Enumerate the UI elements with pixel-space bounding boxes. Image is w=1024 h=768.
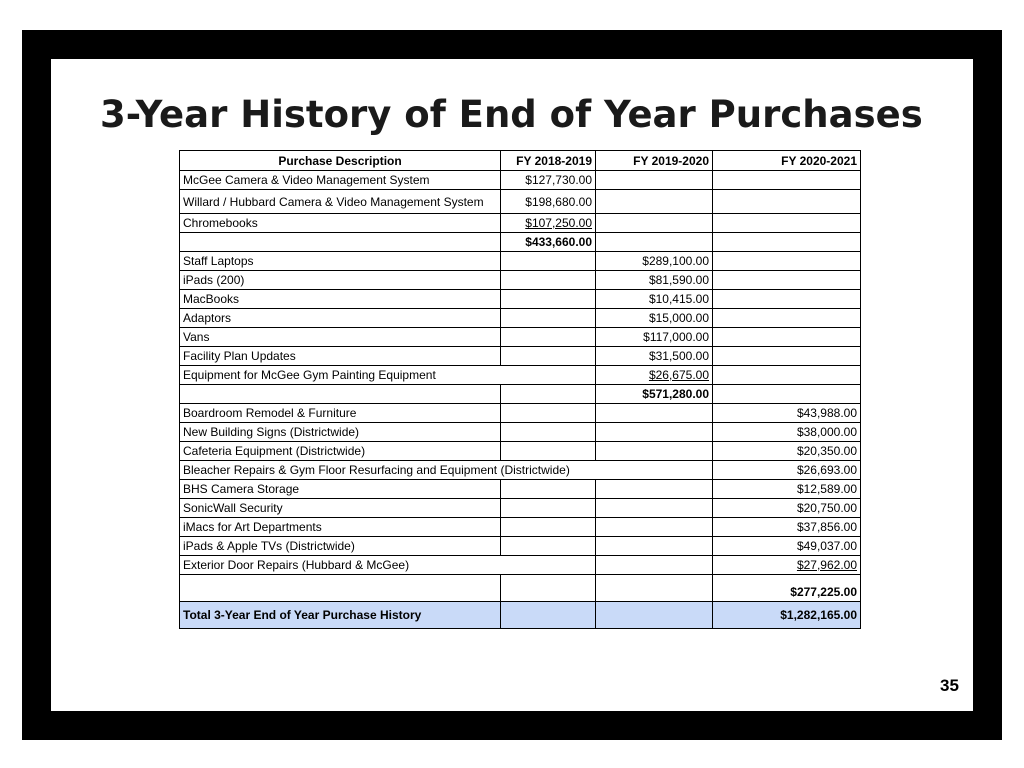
cell-description: SonicWall Security — [180, 499, 501, 518]
cell-description: BHS Camera Storage — [180, 480, 501, 499]
total-fy-2018-2019 — [501, 602, 596, 629]
table-row — [180, 347, 861, 366]
subtotal-fy-2018-2019: $433,660.00 — [501, 233, 596, 252]
cell-fy-2019-2020: $31,500.00 — [596, 347, 713, 366]
page-number: 35 — [940, 676, 959, 695]
cell-fy-2020-2021 — [713, 366, 861, 385]
cell-fy-2019-2020 — [596, 442, 713, 461]
table-row — [180, 171, 861, 190]
cell-description — [180, 233, 501, 252]
cell-fy-2018-2019: $198,680.00 — [501, 190, 596, 214]
cell-fy-2020-2021 — [713, 214, 861, 233]
subtotal-row-fy-2018-2019 — [180, 233, 861, 252]
cell-description: iPads & Apple TVs (Districtwide) — [180, 537, 501, 556]
header-description: Purchase Description — [180, 151, 501, 171]
cell-fy-2019-2020 — [596, 190, 713, 214]
table-row — [180, 190, 861, 214]
table-row — [180, 423, 861, 442]
cell-fy-2018-2019: $127,730.00 — [501, 171, 596, 190]
cell-fy-2020-2021 — [713, 347, 861, 366]
cell-description: Equipment for McGee Gym Painting Equipment — [180, 366, 596, 385]
table-row — [180, 290, 861, 309]
cell-description: iPads (200) — [180, 271, 501, 290]
cell-description: Chromebooks — [180, 214, 501, 233]
cell-fy-2020-2021 — [713, 171, 861, 190]
cell-fy-2020-2021 — [713, 233, 861, 252]
subtotal-row-fy-2019-2020 — [180, 385, 861, 404]
cell-description: Cafeteria Equipment (Districtwide) — [180, 442, 501, 461]
cell-fy-2020-2021: $38,000.00 — [713, 423, 861, 442]
total-row — [180, 602, 861, 629]
cell-fy-2019-2020: $15,000.00 — [596, 309, 713, 328]
purchase-history-table — [179, 150, 861, 629]
total-label: Total 3-Year End of Year Purchase History — [180, 602, 501, 629]
cell-fy-2019-2020: $26,675.00 — [596, 366, 713, 385]
cell-fy-2020-2021 — [713, 328, 861, 347]
table-row — [180, 480, 861, 499]
cell-fy-2019-2020 — [596, 556, 713, 575]
cell-fy-2019-2020 — [596, 214, 713, 233]
cell-fy-2018-2019 — [501, 575, 596, 602]
slide-title: 3-Year History of End of Year Purchases — [100, 93, 923, 136]
cell-fy-2018-2019 — [501, 347, 596, 366]
cell-fy-2020-2021: $49,037.00 — [713, 537, 861, 556]
cell-fy-2019-2020 — [596, 423, 713, 442]
cell-fy-2018-2019 — [501, 537, 596, 556]
cell-fy-2018-2019 — [501, 442, 596, 461]
cell-fy-2020-2021 — [713, 271, 861, 290]
cell-fy-2018-2019 — [501, 309, 596, 328]
cell-fy-2019-2020: $10,415.00 — [596, 290, 713, 309]
subtotal-fy-2020-2021: $277,225.00 — [713, 575, 861, 602]
table-row — [180, 271, 861, 290]
cell-fy-2020-2021 — [713, 385, 861, 404]
cell-fy-2019-2020 — [596, 499, 713, 518]
grand-total: $1,282,165.00 — [713, 602, 861, 629]
cell-fy-2020-2021 — [713, 309, 861, 328]
cell-fy-2020-2021: $12,589.00 — [713, 480, 861, 499]
cell-description: Adaptors — [180, 309, 501, 328]
cell-description — [180, 385, 501, 404]
table-row — [180, 556, 861, 575]
cell-fy-2018-2019 — [501, 328, 596, 347]
cell-fy-2019-2020 — [596, 575, 713, 602]
cell-fy-2019-2020: $117,000.00 — [596, 328, 713, 347]
cell-fy-2019-2020 — [596, 518, 713, 537]
table-row — [180, 309, 861, 328]
table-header-row — [180, 151, 861, 171]
table-row — [180, 252, 861, 271]
cell-fy-2020-2021: $20,350.00 — [713, 442, 861, 461]
cell-fy-2019-2020 — [596, 171, 713, 190]
table-row — [180, 537, 861, 556]
total-fy-2019-2020 — [596, 602, 713, 629]
cell-fy-2020-2021: $43,988.00 — [713, 404, 861, 423]
cell-description: Exterior Door Repairs (Hubbard & McGee) — [180, 556, 596, 575]
table-row — [180, 214, 861, 233]
cell-fy-2018-2019 — [501, 290, 596, 309]
cell-fy-2020-2021 — [713, 252, 861, 271]
table-row — [180, 404, 861, 423]
cell-fy-2018-2019 — [501, 271, 596, 290]
cell-fy-2019-2020: $289,100.00 — [596, 252, 713, 271]
cell-description: Boardroom Remodel & Furniture — [180, 404, 501, 423]
cell-fy-2019-2020: $81,590.00 — [596, 271, 713, 290]
cell-fy-2019-2020 — [596, 537, 713, 556]
table-row — [180, 366, 861, 385]
cell-fy-2020-2021: $26,693.00 — [713, 461, 861, 480]
cell-description: MacBooks — [180, 290, 501, 309]
cell-fy-2019-2020 — [596, 404, 713, 423]
cell-fy-2018-2019 — [501, 499, 596, 518]
header-fy-2019-2020: FY 2019-2020 — [596, 151, 713, 171]
cell-description: McGee Camera & Video Management System — [180, 171, 501, 190]
cell-description: Vans — [180, 328, 501, 347]
table-row — [180, 499, 861, 518]
cell-description: iMacs for Art Departments — [180, 518, 501, 537]
cell-description: Staff Laptops — [180, 252, 501, 271]
cell-fy-2020-2021 — [713, 190, 861, 214]
cell-fy-2018-2019: $107,250.00 — [501, 214, 596, 233]
header-fy-2020-2021: FY 2020-2021 — [713, 151, 861, 171]
table-row — [180, 518, 861, 537]
cell-fy-2020-2021: $27,962.00 — [713, 556, 861, 575]
table-row — [180, 442, 861, 461]
cell-fy-2018-2019 — [501, 423, 596, 442]
cell-fy-2019-2020 — [596, 480, 713, 499]
cell-fy-2018-2019 — [501, 252, 596, 271]
subtotal-row-fy-2020-2021 — [180, 575, 861, 602]
cell-description: Willard / Hubbard Camera & Video Management System — [180, 190, 501, 214]
cell-fy-2018-2019 — [501, 404, 596, 423]
cell-description: New Building Signs (Districtwide) — [180, 423, 501, 442]
cell-description: Facility Plan Updates — [180, 347, 501, 366]
cell-description: Bleacher Repairs & Gym Floor Resurfacing and Equipment (Districtwide) — [180, 461, 713, 480]
cell-description — [180, 575, 501, 602]
cell-fy-2019-2020 — [596, 233, 713, 252]
cell-fy-2018-2019 — [501, 385, 596, 404]
cell-fy-2020-2021: $37,856.00 — [713, 518, 861, 537]
cell-fy-2018-2019 — [501, 480, 596, 499]
header-fy-2018-2019: FY 2018-2019 — [501, 151, 596, 171]
table-row — [180, 461, 861, 480]
cell-fy-2018-2019 — [501, 518, 596, 537]
cell-fy-2020-2021: $20,750.00 — [713, 499, 861, 518]
cell-fy-2020-2021 — [713, 290, 861, 309]
table-row — [180, 328, 861, 347]
subtotal-fy-2019-2020: $571,280.00 — [596, 385, 713, 404]
